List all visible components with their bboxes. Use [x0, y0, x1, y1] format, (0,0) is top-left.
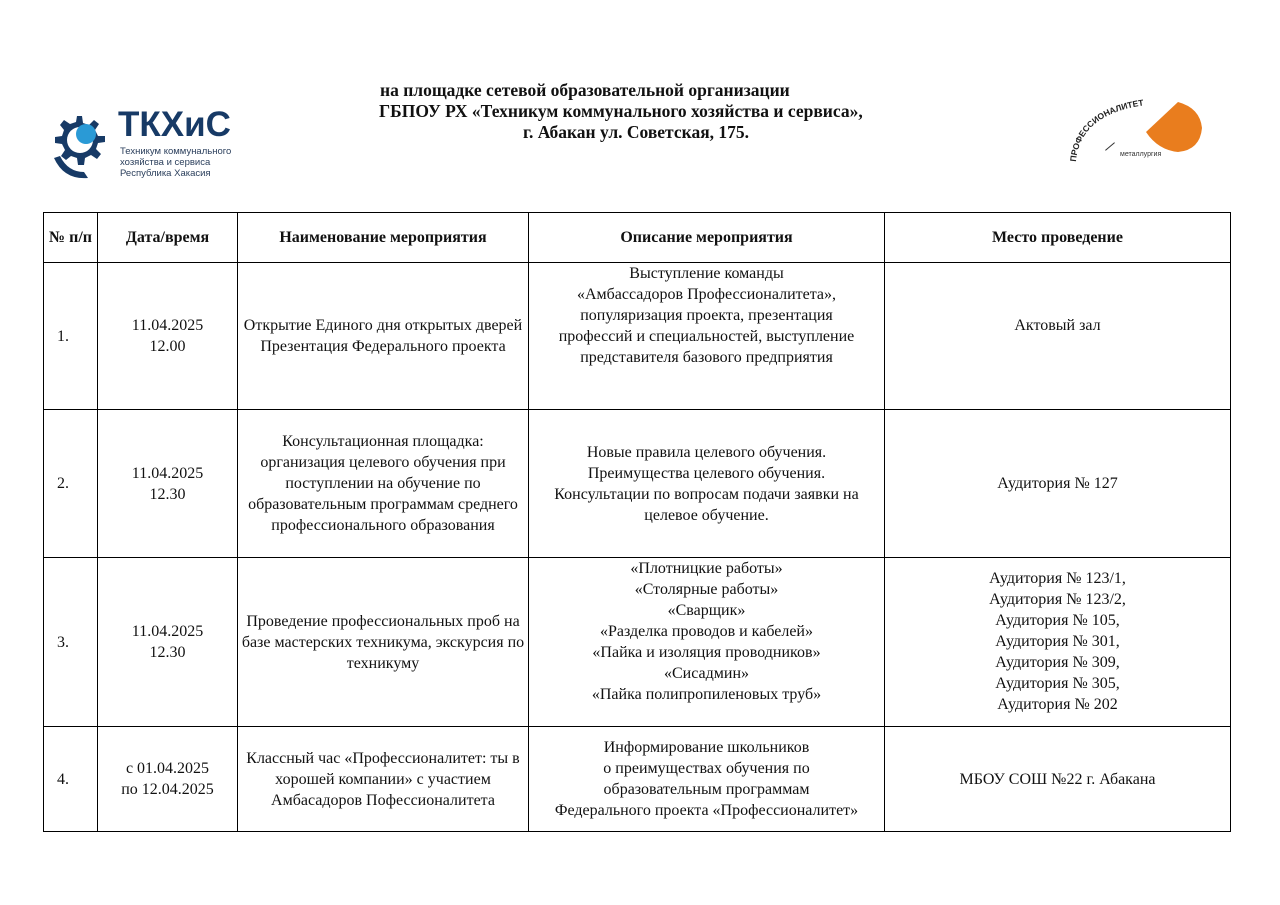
- row-description: [529, 558, 885, 727]
- row-desc-line: профессий и специальностей, выступление: [558, 328, 855, 345]
- events-table: [43, 212, 1231, 832]
- logo-subtitle: металлургия: [1120, 151, 1162, 158]
- row-desc-line: Информирование школьников: [603, 739, 810, 756]
- row-name-line: Открытие Единого дня открытых дверей: [243, 317, 523, 334]
- row-date: 11.04.2025: [131, 317, 204, 334]
- tkhis-logo: [44, 104, 254, 188]
- row-time: 12.30: [149, 485, 186, 503]
- row-desc-line: «Амбассадоров Профессионалитета»,: [576, 286, 837, 303]
- row-desc-line: «Пайка и изоляция проводников»: [592, 644, 821, 661]
- row-datetime: [98, 263, 238, 410]
- row-place-line: Аудитория № 123/2,: [989, 591, 1126, 608]
- row-desc-line: «Пайка полипропиленовых труб»: [591, 686, 822, 703]
- header-line-3: г. Абакан ул. Советская, 175.: [523, 122, 750, 142]
- row-desc-line: образовательным программам: [603, 781, 810, 798]
- row-time: 12.00: [149, 338, 186, 355]
- row-description: [529, 263, 885, 410]
- header-line-1: на площадке сетевой образовательной организации: [380, 80, 790, 100]
- row-time: по 12.04.2025: [121, 781, 214, 798]
- brand-subtitle-line: хозяйства и сервиса: [120, 157, 211, 168]
- row-place-line: Аудитория № 301,: [995, 633, 1120, 650]
- brand-subtitle-line: Республика Хакасия: [120, 168, 211, 179]
- row-place-line: МБОУ СОШ №22 г. Абакана: [959, 770, 1156, 788]
- table-row: [44, 727, 1231, 832]
- row-desc-line: Новые правила целевого обучения.: [586, 443, 827, 461]
- gear-logo-icon: [44, 108, 110, 184]
- row-place: [885, 263, 1231, 410]
- row-desc-line: популяризация проекта, презентация: [580, 307, 833, 324]
- row-place: [885, 558, 1231, 727]
- row-place-line: Актовый зал: [1014, 317, 1101, 334]
- row-datetime: [98, 410, 238, 558]
- table-header-row: [44, 213, 1231, 263]
- row-place-line: Аудитория № 105,: [995, 612, 1120, 629]
- row-datetime: [98, 558, 238, 727]
- table-row: [44, 558, 1231, 727]
- header-desc: Описание мероприятия: [529, 213, 885, 263]
- row-place-line: Аудитория № 127: [997, 475, 1118, 492]
- row-place-line: Аудитория № 202: [997, 696, 1118, 713]
- row-place-line: Аудитория № 309,: [995, 654, 1120, 671]
- row-desc-line: «Сварщик»: [667, 602, 746, 619]
- row-number: 1.: [44, 263, 98, 410]
- row-name: [238, 727, 529, 832]
- professionalitet-logo: [1064, 92, 1214, 172]
- row-desc-line: Выступление команды: [629, 265, 784, 282]
- row-name-line: Презентация Федерального проекта: [260, 338, 506, 355]
- drop-icon: [1146, 102, 1202, 152]
- row-desc-line: «Разделка проводов и кабелей»: [599, 623, 813, 640]
- row-name: [238, 263, 529, 410]
- row-place-line: Аудитория № 123/1,: [989, 570, 1126, 587]
- row-desc-line: целевое обучение.: [644, 506, 769, 524]
- header-date: Дата/время: [98, 213, 238, 263]
- row-place: [885, 410, 1231, 558]
- brand-name: ТКХиС: [118, 105, 231, 144]
- table-row: [44, 410, 1231, 558]
- row-number: 2.: [44, 410, 98, 558]
- row-desc-line: «Сисадмин»: [663, 665, 750, 682]
- row-name-line: Консультационная площадка: организация целевого обучения при поступлении на обучение по образовательным программам среднего профессионального образования: [248, 433, 518, 534]
- row-desc-line: Консультации по вопросам подачи заявки на: [554, 485, 859, 503]
- row-description: [529, 727, 885, 832]
- brand-subtitle-line: Техникум коммунального: [120, 146, 232, 157]
- brand-subtitle: [120, 146, 260, 179]
- row-desc-line: Федерального проекта «Профессионалитет»: [554, 802, 859, 819]
- row-place-line: Аудитория № 305,: [995, 675, 1120, 692]
- document-header: [360, 80, 960, 143]
- row-desc-line: о преимуществах обучения по: [603, 760, 810, 777]
- header-line-2: ГБПОУ РХ «Техникум коммунального хозяйства и сервиса»,: [379, 101, 863, 121]
- row-desc-line: представителя базового предприятия: [580, 349, 833, 366]
- row-date: 11.04.2025: [131, 464, 204, 482]
- row-name: [238, 410, 529, 558]
- row-desc-line: Преимущества целевого обучения.: [587, 464, 826, 482]
- header-name: Наименование мероприятия: [238, 213, 529, 263]
- row-name: [238, 558, 529, 727]
- row-desc-line: «Столярные работы»: [634, 581, 779, 598]
- row-time: 12.30: [149, 644, 186, 661]
- row-number: 3.: [44, 558, 98, 727]
- row-desc-line: «Плотницкие работы»: [630, 560, 783, 577]
- table-row: [44, 263, 1231, 410]
- row-date: с 01.04.2025: [125, 760, 210, 777]
- header-place: Место проведение: [885, 213, 1231, 263]
- row-date: 11.04.2025: [131, 623, 204, 640]
- row-place: [885, 727, 1231, 832]
- arc-text: ПРОФЕССИОНАЛИТЕТ: [1068, 98, 1145, 163]
- header-num: № п/п: [44, 213, 98, 263]
- row-name-line: Классный час «Профессионалитет: ты в хорошей компании» с участием Амбасадоров Пофессионалитета: [246, 749, 520, 809]
- row-datetime: [98, 727, 238, 832]
- row-number: 4.: [44, 727, 98, 832]
- row-name-line: Проведение профессиональных проб на базе мастерских техникума, экскурсия по техникуму: [241, 612, 525, 672]
- row-description: [529, 410, 885, 558]
